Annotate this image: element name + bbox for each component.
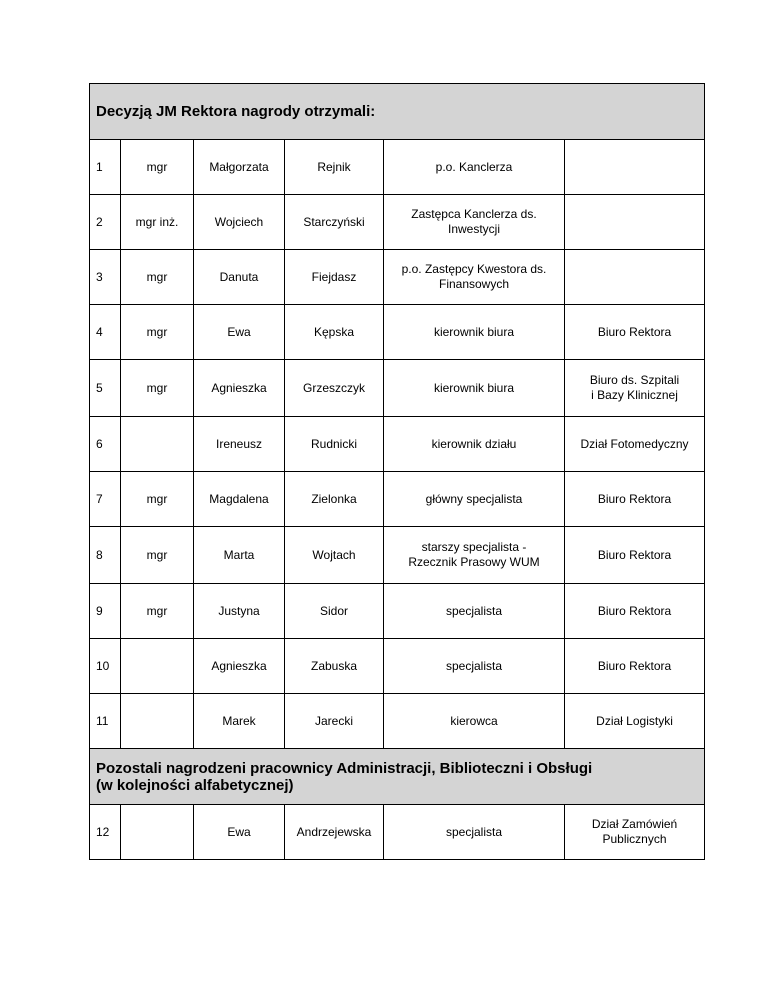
awards-table-body: [90, 84, 705, 860]
first-name: Justyna: [194, 584, 285, 639]
cell-line: główny specjalista: [425, 491, 523, 506]
last-name: Zielonka: [285, 472, 384, 527]
table-row: [90, 527, 705, 584]
academic-degree: mgr: [121, 472, 194, 527]
row-number: 12: [90, 805, 121, 860]
cell-line: Publicznych: [602, 832, 667, 846]
cell-line: Dział Zamówień: [591, 817, 678, 831]
first-name: Agnieszka: [194, 639, 285, 694]
organizational-unit: [565, 250, 705, 305]
first-name: Wojciech: [194, 195, 285, 250]
cell-line: kierownik działu: [431, 436, 517, 451]
academic-degree: mgr: [121, 305, 194, 360]
table-row: [90, 305, 705, 360]
academic-degree: mgr: [121, 527, 194, 584]
position: [384, 360, 565, 417]
row-number: 6: [90, 417, 121, 472]
table-row: [90, 360, 705, 417]
academic-degree: mgr: [121, 360, 194, 417]
cell-line: i Bazy Klinicznej: [591, 388, 678, 402]
cell-line: kierownik biura: [433, 380, 515, 395]
position: [384, 195, 565, 250]
section-title-line: Pozostali nagrodzeni pracownicy Administracji, Biblioteczni i Obsługi: [96, 759, 593, 777]
cell-line: p.o. Zastępcy Kwestora ds.: [401, 262, 547, 276]
position: [384, 140, 565, 195]
last-name: Starczyński: [285, 195, 384, 250]
section-header-others: [90, 749, 705, 805]
last-name: Rudnicki: [285, 417, 384, 472]
table-row: [90, 140, 705, 195]
cell-line: kierowca: [450, 713, 498, 728]
last-name: Jarecki: [285, 694, 384, 749]
cell-line: p.o. Kanclerza: [435, 159, 513, 174]
last-name: Grzeszczyk: [285, 360, 384, 417]
table-row: [90, 250, 705, 305]
table-row: [90, 639, 705, 694]
academic-degree: mgr: [121, 140, 194, 195]
last-name: Andrzejewska: [285, 805, 384, 860]
table-row: [90, 417, 705, 472]
first-name: Marta: [194, 527, 285, 584]
row-number: 1: [90, 140, 121, 195]
awards-table: [89, 83, 705, 860]
organizational-unit: [565, 527, 705, 584]
position: [384, 527, 565, 584]
organizational-unit: [565, 805, 705, 860]
cell-line: kierownik biura: [433, 324, 515, 339]
first-name: Danuta: [194, 250, 285, 305]
last-name: Sidor: [285, 584, 384, 639]
table-row: [90, 195, 705, 250]
row-number: 9: [90, 584, 121, 639]
organizational-unit: [565, 639, 705, 694]
cell-line: Biuro Rektora: [597, 658, 672, 673]
last-name: Fiejdasz: [285, 250, 384, 305]
cell-line: Biuro Rektora: [597, 603, 672, 618]
cell-line: specjalista: [445, 603, 503, 618]
table-row: [90, 584, 705, 639]
position: [384, 417, 565, 472]
position: [384, 639, 565, 694]
organizational-unit: [565, 305, 705, 360]
first-name: Ewa: [194, 305, 285, 360]
row-number: 7: [90, 472, 121, 527]
organizational-unit: [565, 195, 705, 250]
first-name: Marek: [194, 694, 285, 749]
last-name: Kępska: [285, 305, 384, 360]
organizational-unit: [565, 417, 705, 472]
cell-line: Inwestycji: [447, 222, 500, 236]
row-number: 4: [90, 305, 121, 360]
last-name: Rejnik: [285, 140, 384, 195]
section-title-rector: Decyzją JM Rektora nagrody otrzymali:: [90, 84, 705, 140]
cell-line: Finansowych: [438, 277, 510, 291]
cell-line: Biuro Rektora: [597, 491, 672, 506]
cell-line: Zastępca Kanclerza ds.: [411, 207, 537, 221]
organizational-unit: [565, 472, 705, 527]
first-name: Małgorzata: [194, 140, 285, 195]
academic-degree: mgr: [121, 250, 194, 305]
cell-line: specjalista: [445, 658, 503, 673]
table-row: [90, 694, 705, 749]
position: [384, 250, 565, 305]
row-number: 10: [90, 639, 121, 694]
table-row: [90, 805, 705, 860]
section-header-rector: [90, 84, 705, 140]
position: [384, 694, 565, 749]
organizational-unit: [565, 584, 705, 639]
row-number: 3: [90, 250, 121, 305]
cell-line: Biuro Rektora: [597, 547, 672, 562]
row-number: 8: [90, 527, 121, 584]
section-title-line: (w kolejności alfabetycznej): [96, 776, 294, 794]
first-name: Magdalena: [194, 472, 285, 527]
cell-line: Rzecznik Prasowy WUM: [408, 555, 540, 569]
cell-line: Biuro Rektora: [597, 324, 672, 339]
first-name: Ireneusz: [194, 417, 285, 472]
position: [384, 805, 565, 860]
academic-degree: mgr inż.: [121, 195, 194, 250]
organizational-unit: [565, 140, 705, 195]
cell-line: Dział Fotomedyczny: [580, 436, 689, 451]
last-name: Zabuska: [285, 639, 384, 694]
organizational-unit: [565, 694, 705, 749]
academic-degree: [121, 694, 194, 749]
academic-degree: [121, 639, 194, 694]
position: [384, 472, 565, 527]
row-number: 5: [90, 360, 121, 417]
last-name: Wojtach: [285, 527, 384, 584]
first-name: Ewa: [194, 805, 285, 860]
academic-degree: mgr: [121, 584, 194, 639]
academic-degree: [121, 417, 194, 472]
cell-line: specjalista: [445, 824, 503, 839]
section-title-others: [90, 749, 705, 805]
position: [384, 584, 565, 639]
row-number: 2: [90, 195, 121, 250]
position: [384, 305, 565, 360]
cell-line: starszy specjalista -: [421, 540, 527, 554]
first-name: Agnieszka: [194, 360, 285, 417]
cell-line: Dział Logistyki: [596, 713, 673, 728]
cell-line: Biuro ds. Szpitali: [589, 373, 680, 387]
table-row: [90, 472, 705, 527]
row-number: 11: [90, 694, 121, 749]
academic-degree: [121, 805, 194, 860]
organizational-unit: [565, 360, 705, 417]
